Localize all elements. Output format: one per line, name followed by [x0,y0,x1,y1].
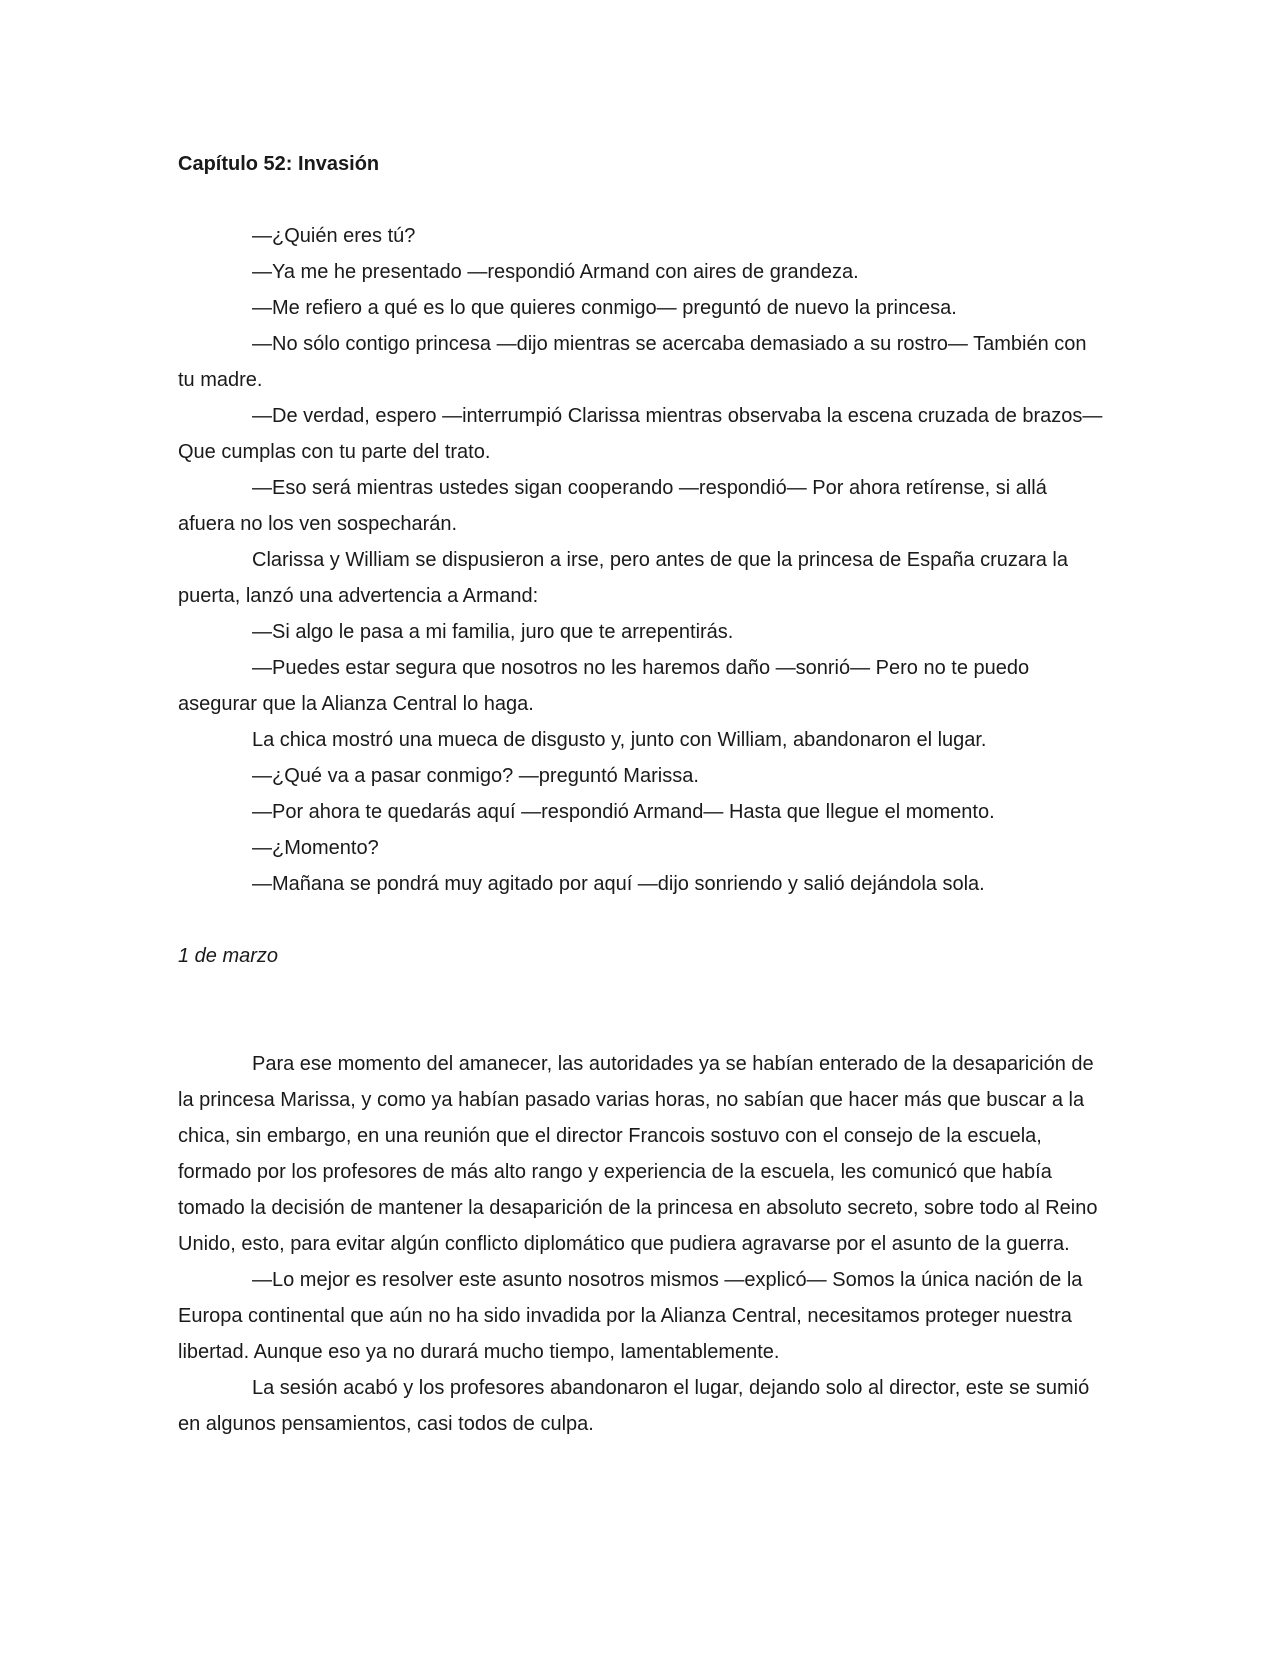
paragraph: La chica mostró una mueca de disgusto y, junto con William, abandonaron el lugar. [252,729,987,751]
spacer [178,974,1104,1046]
paragraph: —Si algo le pasa a mi familia, juro que te arrepentirás. [252,621,734,643]
paragraph: —Puedes estar segura que nosotros no les haremos daño —sonrió— Pero no te puedo asegurar que la Alianza Central lo haga. [178,657,1030,715]
paragraph: Para ese momento del amanecer, las autoridades ya se habían enterado de la desaparición de la princesa Marissa, y como ya habían pasado varias horas, no sabían que hacer más que buscar a la chica, sin embargo, en una reunión que el director Francois sostuvo con el consejo de la escuela, formado por los profesores de más alto rango y experiencia de la escuela, les comunicó que había tomado la decisión de mantener la desaparición de la princesa en absoluto secreto, sobre todo al Reino Unido, esto, para evitar algún conflicto diplomático que pudiera agravarse por el asunto de la guerra. [178,1053,1098,1255]
document-body [178,146,1104,1442]
paragraph: —Lo mejor es resolver este asunto nosotros mismos —explicó— Somos la única nación de la Europa continental que aún no ha sido invadida por la Alianza Central, necesitamos proteger nuestra libertad. Aunque eso ya no durará mucho tiempo, lamentablemente. [178,1269,1083,1363]
spacer [178,902,1104,938]
date-heading: 1 de marzo [178,945,279,967]
chapter-title: Capítulo 52: Invasión [178,153,380,175]
paragraph: —¿Qué va a pasar conmigo? —preguntó Marissa. [252,765,699,787]
paragraph: —¿Momento? [252,837,379,859]
paragraph: —Me refiero a qué es lo que quieres conmigo— preguntó de nuevo la princesa. [252,297,957,319]
paragraph: —¿Quién eres tú? [252,225,416,247]
paragraph: —No sólo contigo princesa —dijo mientras se acercaba demasiado a su rostro— También con tu madre. [178,333,1087,391]
paragraph: Clarissa y William se dispusieron a irse, pero antes de que la princesa de España cruzara la puerta, lanzó una advertencia a Armand: [178,549,1068,607]
paragraph: —De verdad, espero —interrumpió Clarissa mientras observaba la escena cruzada de brazos— Que cumplas con tu parte del trato. [178,405,1103,463]
paragraph: —Por ahora te quedarás aquí —respondió Armand— Hasta que llegue el momento. [252,801,995,823]
paragraph: —Ya me he presentado —respondió Armand con aires de grandeza. [252,261,859,283]
paragraph: La sesión acabó y los profesores abandonaron el lugar, dejando solo al director, este se sumió en algunos pensamientos, casi todos de culpa. [178,1377,1090,1435]
spacer [178,182,1104,218]
paragraph: —Mañana se pondrá muy agitado por aquí —dijo sonriendo y salió dejándola sola. [252,873,985,895]
paragraph: —Eso será mientras ustedes sigan cooperando —respondió— Por ahora retírense, si allá afuera no los ven sospecharán. [178,477,1047,535]
